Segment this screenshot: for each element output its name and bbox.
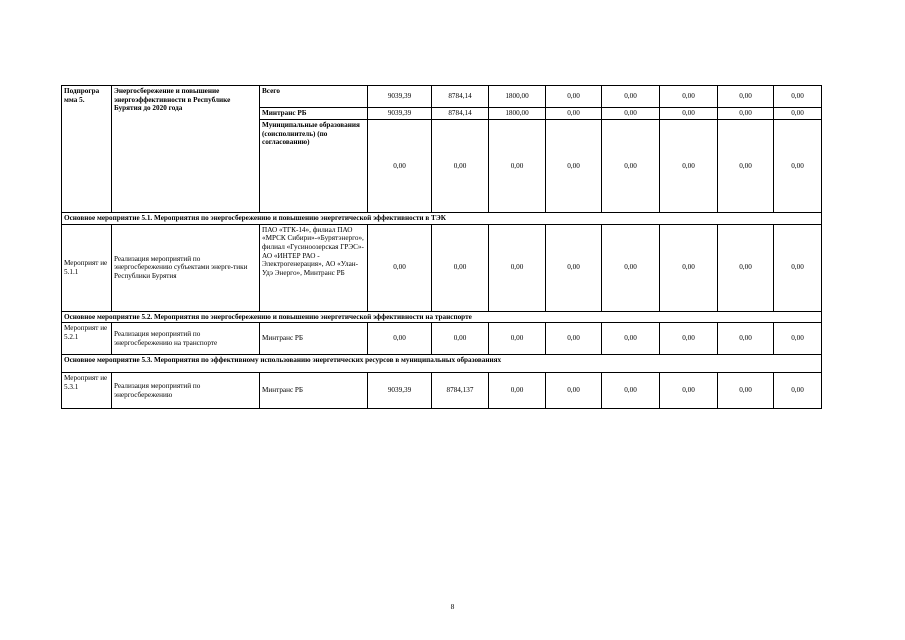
measure-code: Мероприят ие 5.1.1 (62, 224, 112, 311)
value-cell: 0,00 (718, 120, 774, 213)
value-cell: 0,00 (774, 86, 822, 108)
value-cell: 8784,14 (432, 86, 489, 108)
value-cell: 0,00 (368, 323, 432, 355)
subprogram-code: Подпрогра мма 5. (62, 86, 112, 213)
funding-source: Всего (260, 86, 368, 108)
value-cell: 0,00 (546, 108, 602, 120)
value-cell: 8784,14 (432, 108, 489, 120)
value-cell: 0,00 (718, 86, 774, 108)
value-cell: 0,00 (546, 373, 602, 409)
value-cell: 0,00 (432, 120, 489, 213)
funding-source: Минтранс РБ (260, 108, 368, 120)
section-header (62, 213, 822, 225)
value-cell: 9039,39 (368, 108, 432, 120)
funding-source: Муниципальные образования (соисполнитель) (по согласованию) (260, 120, 368, 213)
program-table (61, 85, 822, 409)
value-cell: 0,00 (718, 224, 774, 311)
value-cell: 0,00 (718, 323, 774, 355)
value-cell: 0,00 (546, 323, 602, 355)
value-cell: 0,00 (660, 86, 718, 108)
section-header (62, 355, 822, 373)
value-cell: 0,00 (660, 224, 718, 311)
subprogram-title: Энергосбережение и повышение энергоэффективности в Республике Бурятия до 2020 года (112, 86, 260, 213)
value-cell: 0,00 (368, 224, 432, 311)
value-cell: 0,00 (489, 120, 546, 213)
value-cell: 0,00 (718, 108, 774, 120)
value-cell: 0,00 (660, 373, 718, 409)
value-cell: 9039,39 (368, 373, 432, 409)
section-title: Основное мероприятие 5.2. Мероприятия по энергосбережению и повышению энергетической эффективности на транспорте (62, 311, 822, 323)
value-cell: 0,00 (546, 120, 602, 213)
value-cell: 1800,00 (489, 86, 546, 108)
value-cell: 0,00 (774, 323, 822, 355)
value-cell: 0,00 (546, 86, 602, 108)
section-title: Основное мероприятие 5.3. Мероприятия по эффективному использованию энергетических ресурсов в муниципальных образованиях (62, 355, 822, 373)
measure-name: Реализация мероприятий по энергосбережению на транспорте (112, 323, 260, 355)
value-cell: 0,00 (602, 108, 660, 120)
value-cell: 0,00 (432, 224, 489, 311)
value-cell: 0,00 (489, 224, 546, 311)
section-header (62, 311, 822, 323)
value-cell: 9039,39 (368, 86, 432, 108)
value-cell: 0,00 (602, 224, 660, 311)
value-cell: 0,00 (546, 224, 602, 311)
value-cell: 0,00 (774, 224, 822, 311)
value-cell: 0,00 (774, 373, 822, 409)
value-cell: 0,00 (774, 120, 822, 213)
value-cell: 0,00 (368, 120, 432, 213)
measure-executor: Минтранс РБ (260, 323, 368, 355)
measure-executor: ПАО «ТГК-14», филиал ПАО «МРСК Сибири»-«Бурятэнерго», филиал «Гусиноозерская ГРЭС»-АО «ИНТЕР РАО - Электрогенерация», АО «Улан-Удэ Энерго», Минтранс РБ (260, 224, 368, 311)
value-cell: 0,00 (718, 373, 774, 409)
value-cell: 0,00 (602, 86, 660, 108)
measure-row (62, 373, 822, 409)
value-cell: 0,00 (602, 120, 660, 213)
measure-code: Мероприят ие 5.3.1 (62, 373, 112, 409)
measure-executor: Минтранс РБ (260, 373, 368, 409)
value-cell: 1800,00 (489, 108, 546, 120)
subprogram-row-total (62, 86, 822, 108)
measure-name: Реализация мероприятий по энергосбережению (112, 373, 260, 409)
page-number: 8 (450, 602, 455, 611)
value-cell: 0,00 (602, 373, 660, 409)
value-cell: 0,00 (660, 120, 718, 213)
measure-row (62, 323, 822, 355)
measure-row (62, 224, 822, 311)
value-cell: 0,00 (660, 323, 718, 355)
value-cell: 0,00 (660, 108, 718, 120)
value-cell: 8784,137 (432, 373, 489, 409)
section-title: Основное мероприятие 5.1. Мероприятия по энергосбережению и повышению энергетической эффективности в ТЭК (62, 213, 822, 225)
measure-code: Мероприят ие 5.2.1 (62, 323, 112, 355)
measure-name: Реализация мероприятий по энергосбережению субъектами энерге-тики Республики Бурятия (112, 224, 260, 311)
value-cell: 0,00 (774, 108, 822, 120)
value-cell: 0,00 (602, 323, 660, 355)
value-cell: 0,00 (432, 323, 489, 355)
value-cell: 0,00 (489, 323, 546, 355)
value-cell: 0,00 (489, 373, 546, 409)
